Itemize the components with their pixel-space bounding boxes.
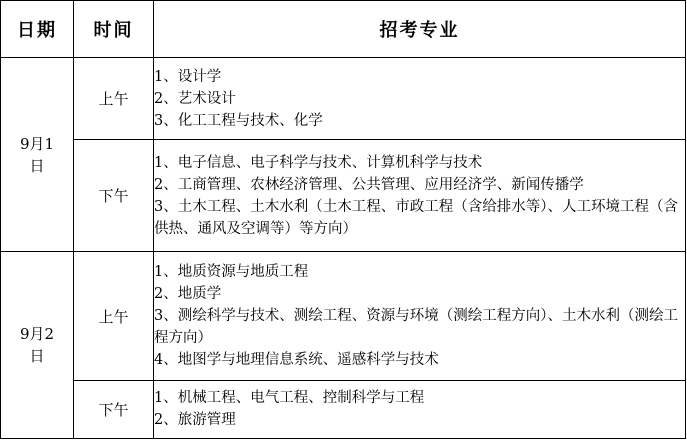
major-item: 3、测绘科学与技术、测绘工程、资源与环境（测绘工程方向）、土木水利（测绘工程方向） (154, 308, 678, 347)
majors-cell (154, 252, 686, 380)
time-cell: 上午 (74, 58, 154, 140)
date-cell-day1 (1, 58, 74, 252)
time-cell: 下午 (74, 140, 154, 252)
major-item: 2、地质学 (154, 286, 222, 303)
date-line: 9月1 (19, 134, 55, 153)
major-item: 2、艺术设计 (154, 90, 236, 107)
major-item: 3、化工工程与技术、化学 (154, 112, 323, 129)
major-item: 1、设计学 (154, 68, 222, 85)
table-row (1, 58, 686, 140)
header-date: 日期 (1, 1, 74, 58)
table-row (1, 140, 686, 252)
major-item: 2、旅游管理 (154, 412, 236, 429)
major-item: 4、地图学与地理信息系统、遥感科学与技术 (154, 352, 439, 369)
time-cell: 上午 (74, 252, 154, 380)
table-row (1, 380, 686, 438)
header-time: 时间 (74, 1, 154, 58)
major-item: 1、电子信息、电子科学与技术、计算机科学与技术 (154, 154, 483, 171)
major-item: 3、土木工程、土木水利（土木工程、市政工程（含给排水等）、人工环境工程（含供热、通风及空调等）等方向） (154, 198, 678, 237)
majors-cell (154, 58, 686, 140)
date-line: 日 (29, 347, 45, 366)
time-cell: 下午 (74, 380, 154, 438)
majors-cell (154, 380, 686, 438)
date-cell-day2 (1, 252, 74, 439)
majors-cell (154, 140, 686, 252)
header-row (1, 1, 686, 58)
date-line: 日 (29, 156, 45, 175)
date-line: 9月2 (19, 325, 55, 344)
major-item: 2、工商管理、农林经济管理、公共管理、应用经济学、新闻传播学 (154, 176, 584, 193)
header-major: 招考专业 (154, 1, 686, 58)
major-item: 1、地质资源与地质工程 (154, 264, 309, 281)
table-row (1, 252, 686, 380)
major-item: 1、机械工程、电气工程、控制科学与工程 (154, 390, 425, 407)
